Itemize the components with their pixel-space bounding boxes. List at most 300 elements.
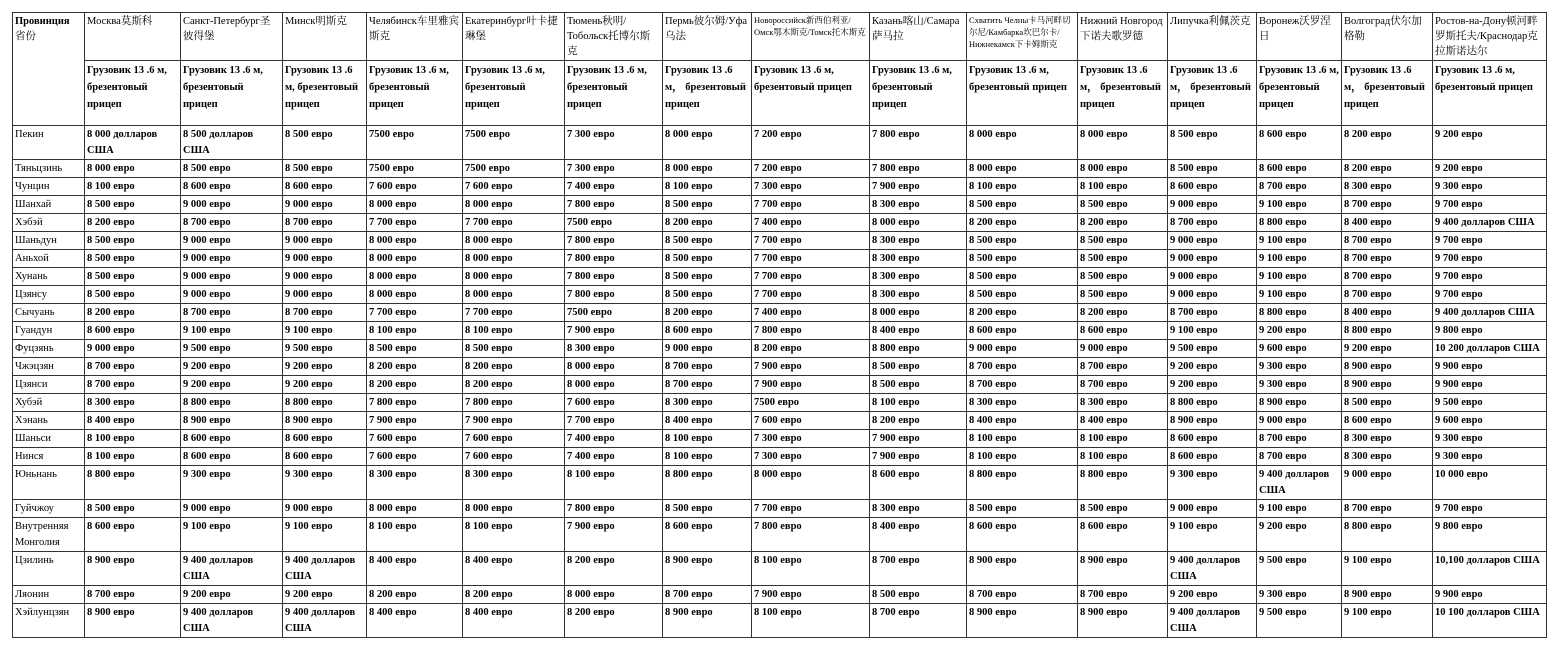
price-cell: 8 400 евро [870,518,967,552]
column-header-city: Липучка利佩茨克 [1168,13,1257,61]
price-cell: 8 900 евро [1078,552,1168,586]
price-cell: 9 800 евро [1433,322,1547,340]
price-cell: 8 000 евро [663,160,752,178]
price-cell: 8 700 евро [967,376,1078,394]
price-cell: 8 200 евро [1342,126,1433,160]
price-cell: 8 700 евро [663,586,752,604]
table-row [13,358,1547,376]
price-cell: 8 400 евро [85,412,181,430]
price-cell: 8 200 евро [967,214,1078,232]
price-cell: 8 500 евро [181,160,283,178]
price-cell: 8 500 евро [967,250,1078,268]
price-cell: 8 000 евро [367,286,463,304]
price-cell: 9 000 евро [1168,250,1257,268]
price-cell: 7 900 евро [870,430,967,448]
price-cell: 7 800 евро [752,518,870,552]
price-cell: 7 800 евро [870,160,967,178]
price-cell: 8 500 евро [967,268,1078,286]
price-cell: 7500 евро [565,214,663,232]
price-cell: 8 300 евро [1342,178,1433,196]
price-cell: 8 100 евро [85,448,181,466]
province-cell: Хэйлунцзян [13,604,85,638]
price-cell: 8 500 евро [85,286,181,304]
province-cell: Шаньдун [13,232,85,250]
column-header-city: Тюмень秋明/Тобольск托博尔斯克 [565,13,663,61]
price-cell: 8 700 евро [967,586,1078,604]
province-cell: Чунцин [13,178,85,196]
price-cell: 8 800 евро [1078,466,1168,500]
price-cell: 8 300 евро [870,250,967,268]
price-cell: 9 500 евро [1257,604,1342,638]
price-cell: 8 100 евро [967,448,1078,466]
price-cell: 9 400 долларов США [1433,304,1547,322]
price-cell: 8 700 евро [1342,250,1433,268]
price-cell: 9 000 евро [283,268,367,286]
price-cell: 7500 евро [463,160,565,178]
price-cell: 8 300 евро [1342,448,1433,466]
price-cell: 7500 евро [752,394,870,412]
price-cell: 8 000 евро [1078,160,1168,178]
price-cell: 9 900 евро [1433,376,1547,394]
province-cell: Внутренняя Монголия [13,518,85,552]
price-cell: 8 100 евро [663,430,752,448]
price-cell: 9 300 евро [1433,448,1547,466]
price-cell: 9 200 евро [283,586,367,604]
table-row [13,466,1547,500]
price-cell: 7 900 евро [870,178,967,196]
price-cell: 7500 евро [463,126,565,160]
column-header-vehicle: Грузовик 13 .6 м, брезентовый прицеп [752,61,870,126]
price-cell: 9 400 долларов США [1257,466,1342,500]
price-cell: 7 600 евро [752,412,870,430]
province-column-header [13,13,85,126]
price-cell: 9 000 евро [1168,196,1257,214]
price-cell: 8 200 евро [967,304,1078,322]
price-cell: 8 700 евро [1078,358,1168,376]
province-cell: Пекин [13,126,85,160]
province-header-zh: 省份 [15,31,36,42]
column-header-city: Минск明斯克 [283,13,367,61]
price-cell: 9 000 евро [283,232,367,250]
price-cell: 7 700 евро [367,214,463,232]
price-cell: 8 200 евро [367,358,463,376]
price-cell: 8 500 евро [1168,126,1257,160]
price-cell: 7 700 евро [752,250,870,268]
province-cell: Хэнань [13,412,85,430]
price-cell: 8 500 евро [463,340,565,358]
price-cell: 7 700 евро [752,232,870,250]
price-cell: 8 400 евро [663,412,752,430]
column-header-city: Челябинск车里雅宾斯克 [367,13,463,61]
province-cell: Шанхай [13,196,85,214]
price-cell: 8 600 евро [663,518,752,552]
price-cell: 9 800 евро [1433,518,1547,552]
price-cell: 8 700 евро [967,358,1078,376]
price-cell: 8 700 евро [1342,232,1433,250]
price-cell: 9 000 евро [1342,466,1433,500]
table-row [13,552,1547,586]
price-cell: 8 000 евро [565,586,663,604]
price-cell: 8 300 евро [870,232,967,250]
price-cell: 9 900 евро [1433,358,1547,376]
price-cell: 9 100 евро [283,322,367,340]
price-cell: 8 100 евро [367,518,463,552]
price-cell: 8 500 евро [85,268,181,286]
price-cell: 9 700 евро [1433,268,1547,286]
price-cell: 8 300 евро [85,394,181,412]
price-cell: 8 600 евро [85,322,181,340]
price-cell: 9 000 евро [283,250,367,268]
price-cell: 9 000 евро [85,340,181,358]
price-cell: 8 100 евро [967,430,1078,448]
column-header-vehicle: Грузовик 13 .6 м, брезентовый прицеп [565,61,663,126]
price-cell: 8 900 евро [967,604,1078,638]
price-cell: 8 900 евро [1342,376,1433,394]
price-cell: 8 100 евро [1078,430,1168,448]
province-cell: Ляонин [13,586,85,604]
price-cell: 7 700 евро [463,214,565,232]
price-cell: 8 200 евро [367,586,463,604]
price-cell: 7 700 евро [463,304,565,322]
price-cell: 7 800 евро [565,250,663,268]
price-cell: 7500 евро [367,126,463,160]
price-cell: 9 000 евро [1168,232,1257,250]
price-cell: 8 900 евро [85,604,181,638]
price-cell: 7 400 евро [565,430,663,448]
column-header-vehicle: Грузовик 13 .6 м, брезентовый прицеп [367,61,463,126]
price-cell: 8 800 евро [283,394,367,412]
price-cell: 10 100 долларов США [1433,604,1547,638]
table-row [13,412,1547,430]
price-cell: 8 100 евро [367,322,463,340]
price-cell: 7 900 евро [565,518,663,552]
column-header-city: Пермь彼尔姆/Уфа乌法 [663,13,752,61]
price-cell: 8 000 евро [565,358,663,376]
price-cell: 9 000 евро [1257,412,1342,430]
price-cell: 9 600 евро [1433,412,1547,430]
price-cell: 7 800 евро [565,268,663,286]
price-cell: 7 800 евро [565,232,663,250]
price-cell: 9 000 евро [181,286,283,304]
price-cell: 8 000 евро [463,250,565,268]
price-cell: 8 000 евро [870,304,967,322]
price-cell: 8 200 евро [1078,304,1168,322]
price-cell: 8 000 евро [367,268,463,286]
province-cell: Гуандун [13,322,85,340]
price-cell: 8 000 евро [463,196,565,214]
price-cell: 8 200 евро [663,214,752,232]
price-cell: 8 500 евро [1078,250,1168,268]
price-cell: 9 700 евро [1433,286,1547,304]
table-row [13,178,1547,196]
price-cell: 7 800 евро [565,286,663,304]
price-cell: 9 000 евро [181,196,283,214]
price-cell: 8 700 евро [1257,178,1342,196]
price-cell: 8 300 евро [565,340,663,358]
price-cell: 8 200 евро [752,340,870,358]
price-cell: 9 000 евро [181,268,283,286]
price-cell: 8 500 евро [1168,160,1257,178]
price-cell: 8 500 евро [967,232,1078,250]
price-cell: 8 000 евро [85,160,181,178]
price-cell: 8 900 евро [663,552,752,586]
table-row [13,518,1547,552]
price-cell: 9 100 евро [181,518,283,552]
column-header-city: Москва莫斯科 [85,13,181,61]
price-cell: 9 300 евро [283,466,367,500]
price-cell: 8 400 евро [967,412,1078,430]
price-cell: 7 600 евро [463,430,565,448]
table-row [13,286,1547,304]
column-header-city: Новороссийск新西伯利亚/Омск鄂木斯克/Томск托木斯克 [752,13,870,61]
price-cell: 9 100 евро [1342,604,1433,638]
price-cell: 9 400 долларов США [283,604,367,638]
price-cell: 7 600 евро [367,430,463,448]
price-cell: 8 700 евро [1342,196,1433,214]
price-cell: 8 000 долларов США [85,126,181,160]
price-cell: 7 800 евро [565,196,663,214]
table-row [13,394,1547,412]
price-cell: 7 900 евро [752,586,870,604]
table-row [13,604,1547,638]
price-cell: 9 900 евро [1433,586,1547,604]
price-cell: 8 200 евро [463,586,565,604]
price-cell: 8 800 евро [1257,214,1342,232]
price-cell: 8 600 евро [1168,448,1257,466]
price-cell: 8 900 евро [181,412,283,430]
price-cell: 8 700 евро [85,358,181,376]
price-cell: 8 700 евро [85,376,181,394]
price-cell: 8 700 евро [283,214,367,232]
price-cell: 7 700 евро [752,500,870,518]
price-cell: 8 600 евро [663,322,752,340]
price-cell: 8 000 евро [463,286,565,304]
price-cell: 7 900 евро [565,322,663,340]
price-cell: 8 300 евро [463,466,565,500]
price-cell: 8 700 евро [1342,500,1433,518]
price-cell: 8 600 евро [967,518,1078,552]
price-cell: 8 900 евро [283,412,367,430]
price-cell: 8 000 евро [463,268,565,286]
price-cell: 8 000 евро [367,232,463,250]
price-cell: 8 200 евро [85,304,181,322]
price-cell: 9 200 евро [1433,126,1547,160]
price-cell: 7 900 евро [367,412,463,430]
province-cell: Тяньцзинь [13,160,85,178]
price-cell: 9 400 долларов США [181,552,283,586]
price-cell: 9 500 евро [1168,340,1257,358]
price-cell: 7 300 евро [752,448,870,466]
price-cell: 8 400 евро [1078,412,1168,430]
price-cell: 8 000 евро [367,250,463,268]
price-cell: 7 300 евро [565,126,663,160]
price-cell: 9 400 долларов США [283,552,367,586]
price-cell: 8 500 евро [85,232,181,250]
price-cell: 8 800 евро [1168,394,1257,412]
column-header-city: Волгоград伏尔加格勒 [1342,13,1433,61]
column-header-vehicle: Грузовик 13 .6 м， брезентовый прицеп [1078,61,1168,126]
province-header-ru: Провинция [15,16,70,27]
price-cell: 7 900 евро [463,412,565,430]
column-header-city: Екатеринбург叶卡捷琳堡 [463,13,565,61]
province-cell: Хубэй [13,394,85,412]
price-cell: 8 500 евро [1078,232,1168,250]
price-cell: 9 700 евро [1433,232,1547,250]
price-cell: 8 500 евро [870,376,967,394]
price-cell: 9 400 долларов США [181,604,283,638]
price-cell: 8 000 евро [663,126,752,160]
price-cell: 9 700 евро [1433,196,1547,214]
price-cell: 8 700 евро [1342,286,1433,304]
price-cell: 7 300 евро [752,178,870,196]
price-cell: 8 800 евро [1257,304,1342,322]
price-cell: 8 800 евро [967,466,1078,500]
price-cell: 7500 евро [565,304,663,322]
table-row [13,500,1547,518]
price-cell: 9 400 долларов США [1433,214,1547,232]
price-cell: 8 300 евро [870,500,967,518]
price-cell: 9 100 евро [283,518,367,552]
price-cell: 7 600 евро [463,178,565,196]
table-row [13,322,1547,340]
price-cell: 8 500 евро [663,286,752,304]
province-cell: Хэбэй [13,214,85,232]
price-cell: 8 600 евро [181,448,283,466]
price-cell: 7 600 евро [367,448,463,466]
price-cell: 10 200 долларов США [1433,340,1547,358]
price-cell: 8 700 евро [283,304,367,322]
price-cell: 10 000 евро [1433,466,1547,500]
price-cell: 7500 евро [367,160,463,178]
province-cell: Фуцзянь [13,340,85,358]
price-cell: 8 600 евро [181,430,283,448]
price-cell: 8 600 евро [967,322,1078,340]
price-cell: 8 200 евро [1078,214,1168,232]
price-cell: 8 700 евро [181,304,283,322]
price-cell: 8 200 евро [870,412,967,430]
price-cell: 7 200 евро [752,126,870,160]
price-cell: 7 600 евро [367,178,463,196]
column-header-city: Ростов-на-Дону顿河畔罗斯托夫/Краснодар克拉斯诺达尔 [1433,13,1547,61]
price-cell: 7 800 евро [367,394,463,412]
price-cell: 9 000 евро [967,340,1078,358]
price-cell: 8 100 евро [85,430,181,448]
price-cell: 8 500 евро [663,250,752,268]
price-cell: 7 300 евро [752,430,870,448]
price-cell: 8 500 евро [663,232,752,250]
price-cell: 8 800 евро [663,466,752,500]
price-cell: 8 000 евро [870,214,967,232]
price-cell: 8 500 евро [367,340,463,358]
price-cell: 8 500 евро [1078,500,1168,518]
price-cell: 8 500 евро [85,196,181,214]
price-cell: 9 100 евро [1257,196,1342,214]
column-header-vehicle: Грузовик 13 .6 м， брезентовый прицеп [663,61,752,126]
price-cell: 9 200 евро [181,586,283,604]
price-cell: 7 800 евро [463,394,565,412]
price-cell: 8 600 евро [1078,322,1168,340]
price-cell: 9 000 евро [283,500,367,518]
column-header-vehicle: Грузовик 13 .6 м, брезентовый прицеп [463,61,565,126]
column-header-vehicle: Грузовик 13 .6 м， брезентовый прицеп [1168,61,1257,126]
price-cell: 7 800 евро [565,500,663,518]
price-cell: 9 200 евро [283,358,367,376]
price-cell: 9 500 евро [1433,394,1547,412]
price-cell: 9 200 евро [1168,376,1257,394]
province-cell: Цзилинь [13,552,85,586]
price-cell: 9 000 евро [1168,268,1257,286]
price-cell: 8 100 евро [463,322,565,340]
price-cell: 8 600 евро [1078,518,1168,552]
price-cell: 9 100 евро [1257,250,1342,268]
price-cell: 8 000 евро [752,466,870,500]
price-cell: 8 200 евро [463,376,565,394]
price-cell: 8 700 евро [1168,304,1257,322]
price-cell: 8 500 евро [967,500,1078,518]
price-cell: 8 700 евро [1257,448,1342,466]
price-cell: 8 500 евро [663,196,752,214]
price-cell: 8 900 евро [1078,604,1168,638]
table-row [13,268,1547,286]
price-cell: 9 000 евро [1168,286,1257,304]
price-cell: 7 600 евро [565,394,663,412]
price-cell: 8 500 евро [663,500,752,518]
price-cell: 9 000 евро [181,500,283,518]
price-cell: 8 500 евро [870,358,967,376]
table-row [13,232,1547,250]
price-cell: 8 600 евро [85,518,181,552]
price-cell: 8 900 евро [1342,358,1433,376]
price-cell: 8 600 евро [283,430,367,448]
column-header-vehicle: Грузовик 13 .6 м, брезентовый прицеп [283,61,367,126]
price-cell: 8 200 евро [367,376,463,394]
province-cell: Цзянси [13,376,85,394]
price-cell: 8 400 евро [463,604,565,638]
header-row-vehicle [13,61,1547,126]
table-row [13,430,1547,448]
price-cell: 9 100 евро [1168,518,1257,552]
price-cell: 8 900 евро [1342,586,1433,604]
price-cell: 8 500 евро [1342,394,1433,412]
price-cell: 8 500 евро [1078,196,1168,214]
price-cell: 9 300 евро [1257,376,1342,394]
price-cell: 8 700 евро [181,214,283,232]
price-cell: 9 100 евро [1168,322,1257,340]
price-cell: 7 900 евро [752,358,870,376]
price-cell: 8 600 евро [1168,178,1257,196]
price-cell: 9 400 долларов США [1168,552,1257,586]
price-cell: 7 700 евро [752,268,870,286]
price-cell: 8 700 евро [1342,268,1433,286]
price-cell: 8 200 евро [565,552,663,586]
column-header-city: Схватить Челны卡马河畔切尔尼/Камбарка坎巴尔卡/Нижнекамск下卡姆斯克 [967,13,1078,61]
province-cell: Чжэцзян [13,358,85,376]
price-cell: 8 100 евро [463,518,565,552]
price-cell: 9 200 евро [181,358,283,376]
price-cell: 7 400 евро [752,304,870,322]
price-cell: 7 900 евро [870,448,967,466]
column-header-vehicle: Грузовик 13 .6 м， брезентовый прицеп [1342,61,1433,126]
price-cell: 7 900 евро [752,376,870,394]
price-cell: 8 200 евро [85,214,181,232]
price-cell: 8 300 евро [870,268,967,286]
price-cell: 9 200 евро [1257,322,1342,340]
price-cell: 8 100 евро [967,178,1078,196]
price-cell: 9 700 евро [1433,500,1547,518]
column-header-vehicle: Грузовик 13 .6 м, брезентовый прицеп [1257,61,1342,126]
price-cell: 7 700 евро [752,196,870,214]
price-cell: 8 900 евро [967,552,1078,586]
